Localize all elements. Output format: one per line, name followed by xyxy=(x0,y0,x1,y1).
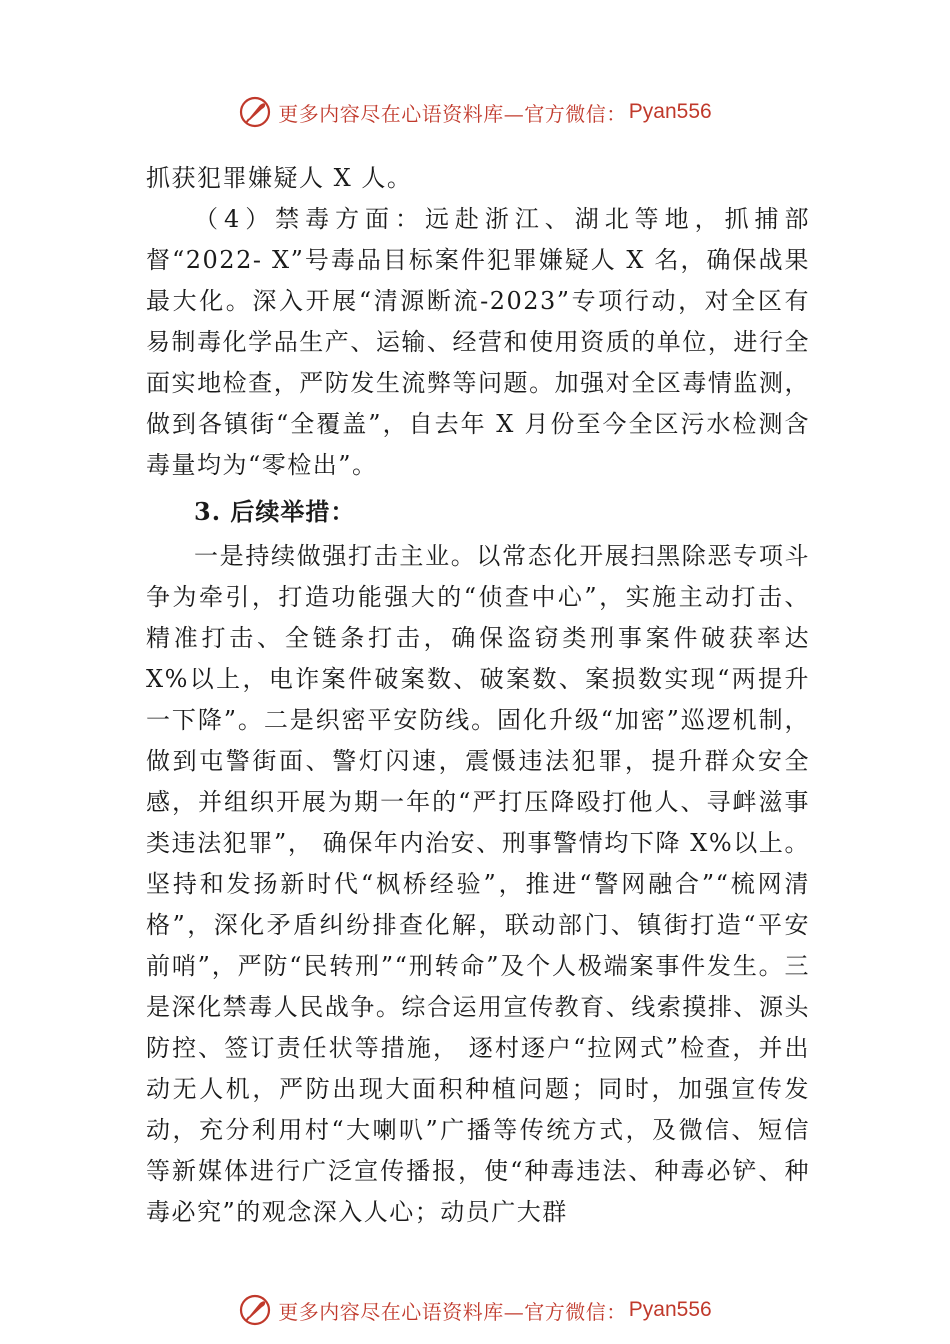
watermark-wechat-id: Pyan556 xyxy=(628,100,712,123)
quill-pen-icon xyxy=(238,95,272,129)
paragraph-follow-up-measures: 一是持续做强打击主业。以常态化开展扫黑除恶专项斗争为牵引，打造功能强大的“侦查中心”，实施主动打击、精准打击、全链条打击，确保盗窃类刑事案件破获率达 X%以上，电诈案件破案数、破案数、案损数实现“两提升一下降”。二是织密平安防线。固化升级“加密”巡逻机制，做到屯警街面、警灯闪速，震慑违法犯罪，提升群众安全感，并组织开展为期一年的“严打压降殴打他人、寻衅滋事类违法犯罪”， 确保年内治安、刑事警情均下降 X%以上。坚持和发扬新时代“枫桥经验”，推进“警网融合”“梳网清格”，深化矛盾纠纷排查化解，联动部门、镇街打造“平安前哨”，严防“民转刑”“刑转命”及个人极端案事件发生。三是深化禁毒人民战争。综合运用宣传教育、线索摸排、源头防控、签订责任状等措施， 逐村逐户“拉网式”检查，并出动无人机，严防出现大面积种植问题；同时，加强宣传发动，充分利用村“大喇叭”广播等传统方式，及微信、短信等新媒体进行广泛宣传播报，使“种毒违法、种毒必铲、种毒必究”的观念深入人心；动员广大群 xyxy=(146,542,810,1226)
watermark-text: 更多内容尽在心语资料库—官方微信： xyxy=(278,1299,627,1324)
section-heading-follow-up: 3. 后续举措： xyxy=(194,497,356,526)
footer-watermark xyxy=(0,1290,950,1330)
watermark-text: 更多内容尽在心语资料库—官方微信： xyxy=(278,101,627,126)
watermark-wechat-id: Pyan556 xyxy=(628,1298,712,1321)
header-watermark xyxy=(0,92,950,132)
paragraph-drug-control: （4）禁毒方面：远赴浙江、湖北等地，抓捕部督“2022- X”号毒品目标案件犯罪嫌疑人 X 名，确保战果最大化。深入开展“清源断流-2023”专项行动，对全区有易制毒化学品生产、运输、经营和使用资质的单位，进行全面实地检查，严防发生流弊等问题。加强对全区毒情监测，做到各镇街“全覆盖”，自去年 X 月份至今全区污水检测含毒量均为“零检出”。 xyxy=(146,205,810,479)
quill-pen-icon xyxy=(238,1293,272,1327)
paragraph-arrests: 抓获犯罪嫌疑人 X 人。 xyxy=(146,164,413,192)
document-body xyxy=(146,158,810,1233)
